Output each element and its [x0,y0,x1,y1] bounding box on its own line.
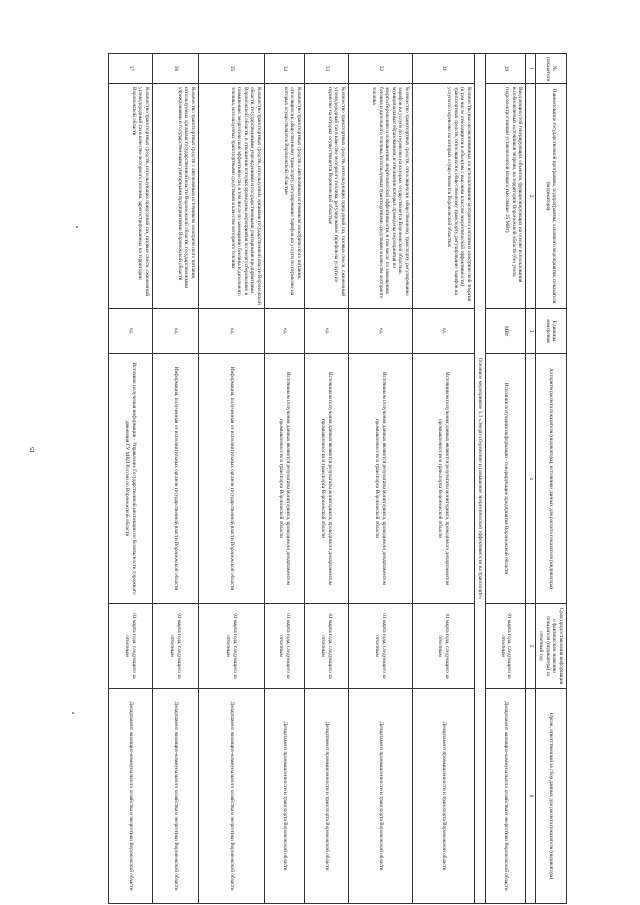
indicators-table [108,53,567,904]
table-row [153,54,199,904]
deadline: 01 марта года, следующего за отчетным [109,604,153,689]
indicator-name: Количество транспортных средств, использующих природный газ, газовые смеси, сжиженный углеводородный газ в качестве моторного топлива, зарегистрированных на территории Воронежской области [109,84,153,309]
deadline: 01 марта года, следующего за отчетным [305,604,349,689]
row-number: 33 [305,54,349,84]
column-number: 4 [526,354,536,604]
section-title: Основное мероприятие 1.3 «Энергосбережение и повышение энергетической эффективности на транспорте» [475,54,487,904]
header-cell: Срок предоставления информации о фактическом значении показателя (индикатора) за отчетный год [536,604,567,689]
algorithm: Источник получения информации - генерирующие предприятия Воронежской области [486,354,526,604]
deadline: 01 марта года, следующего за отчетным [199,604,265,689]
agency: Департамент жилищно-коммунального хозяйства и энергетики Воронежской области [153,689,199,904]
header-cell: Орган, ответственный за сбор данных для расчета показателя (индикатора) [536,689,567,904]
deadline: 01 марта года, следующего за отчетным [153,604,199,689]
table-row [199,54,265,904]
unit: ед. [305,309,349,354]
header-cell: № показателя [536,54,567,84]
indicator-name: Количество транспортных средств, использующих природный газ, газовые смеси, сжиженный углеводородный газ в качестве моторного топлива, регулирование тарифов на услуги по перевозке на которых осуществляется Воронежской областью [305,84,349,309]
header-cell: Единицы измерения [536,309,567,354]
agency: Департамент промышленности и транспорта Воронежской области [265,689,305,904]
algorithm: Информация, полученная от исполнительных органов государственной власти Воронежской области [153,354,199,604]
row-number: 35 [199,54,265,84]
table-row [109,54,153,904]
agency: Департамент жилищно-коммунального хозяйства и энергетики Воронежской области [109,689,153,904]
row-number: 32 [349,54,413,84]
indicator-name: Количество высокоэкономичных по использованию моторного топлива и электрической энергии (в том числе относящихся к объектам с высоким классом энергетической эффективности) транспортных средств, относящихся к общественному транспорту, регулирование тарифов на услуги по перевозке на которых осуществляется Воронежской областью [413,84,475,309]
row-number: 36 [153,54,199,84]
row-number: 29 [486,54,526,84]
deadline: 01 марта года, следующего за отчетным [349,604,413,689]
column-number: 2 [526,84,536,309]
scan-speck [76,226,78,228]
unit: ед. [153,309,199,354]
column-number: 1 [526,54,536,84]
deadline: 01 марта года, следующего за отчетным [486,604,526,689]
algorithm: Источником получения данных являются результаты мониторинга, проводимого департаментом промышленности и транспорта Воронежской области [413,354,475,604]
table-row [305,54,349,904]
column-number-row [526,54,536,904]
unit: ед. [349,309,413,354]
row-number: 34 [265,54,305,84]
agency: Департамент жилищно-коммунального хозяйства и энергетики Воронежской области [199,689,265,904]
row-number: 37 [109,54,153,84]
section-row [475,54,487,904]
header-cell: Наименование государственной программы, подпрограммы, основного мероприятия, показателя (индикатора) [536,84,567,309]
header-row [536,54,567,904]
deadline: 01 марта года, следующего за отчетным [265,604,305,689]
page-number: 15 [30,447,36,453]
agency: Департамент промышленности и транспорта Воронежской области [413,689,475,904]
table-row [265,54,305,904]
deadline: 01 марта года, следующего за отчетным [413,604,475,689]
indicator-name: Количество транспортных средств с автономным источником электрического питания, относящихся к общественному транспорту, регулирование тарифов на услуги по перевозке на которых осуществляется Воронежской областью [265,84,305,309]
unit: ед. [413,309,475,354]
unit: ед. [199,309,265,354]
unit: МВт [486,309,526,354]
scan-speck [72,712,74,714]
algorithm: Источником получения данных являются результаты мониторинга, проводимого департаментом промышленности и транспорта Воронежской области [305,354,349,604]
algorithm: Источником получения данных являются результаты мониторинга, проводимого департаментом промышленности и транспорта Воронежской области [265,354,305,604]
indicator-name: Количество транспортных средств, относящихся к общественному транспорту, регулирование тарифов на услуги по перевозке на которых осуществляется Воронежской областью, муниципальным образованием, в отношении которых проведены мероприятия по энергосбережению и повышению энергетической эффективности, в том числе по замещению бензина и дизельного топлива, используемых транспортными средствами в качестве моторного топлива [349,84,413,309]
agency: Департамент промышленности и транспорта Воронежской области [349,689,413,904]
unit: ед. [109,309,153,354]
table-row [349,54,413,904]
indicator-name: Количество транспортных средств с автономным источником электрического питания, используемых органами государственной власти Воронежской области, государственными учреждениями и государственными унитарными предприятиями Воронежской области [153,84,199,309]
table-row [486,54,526,904]
indicator-name: Количество транспортных средств, используемых органами государственной власти Воронежской области, государственными учреждениями и государственными унитарными предприятиями Воронежской области, в отношении которых проведены мероприятия по энергосбережению и повышению энергетической эффективности, в том числе по замещению бензина и дизельного топлива, используемых транспортными средствами в качестве моторного топлива [199,84,265,309]
rotated-table-container [117,53,567,903]
algorithm: Информация, полученная от исполнительных органов государственной власти Воронежской области [199,354,265,604]
agency: Департамент промышленности и транспорта Воронежской области [305,689,349,904]
algorithm: Источник получения информации - Управление Государственной инспекции по безопасности дорожного движения ГУ МВД России по Воронежской области [109,354,153,604]
table-row [413,54,475,904]
agency: Департамент жилищно-коммунального хозяйства и энергетики Воронежской области [486,689,526,904]
unit: ед. [265,309,305,354]
row-number: 31 [413,54,475,84]
column-number: 6 [526,689,536,904]
column-number: 3 [526,309,536,354]
header-cell: Алгоритм расчета показателя (индикатора), источники данных для расчета показателя (индикатора) [536,354,567,604]
column-number: 5 [526,604,536,689]
indicator-name: Ввод мощностей генерирующих объектов, функционирующих на основе использования возобновляемых источников энергии, на территории Воронежской области (без учета гидроэлектростанций установленной мощностью свыше 25 МВт) [486,84,526,309]
algorithm: Источником получения данных являются результаты мониторинга, проводимого департаментом промышленности и транспорта Воронежской области [349,354,413,604]
